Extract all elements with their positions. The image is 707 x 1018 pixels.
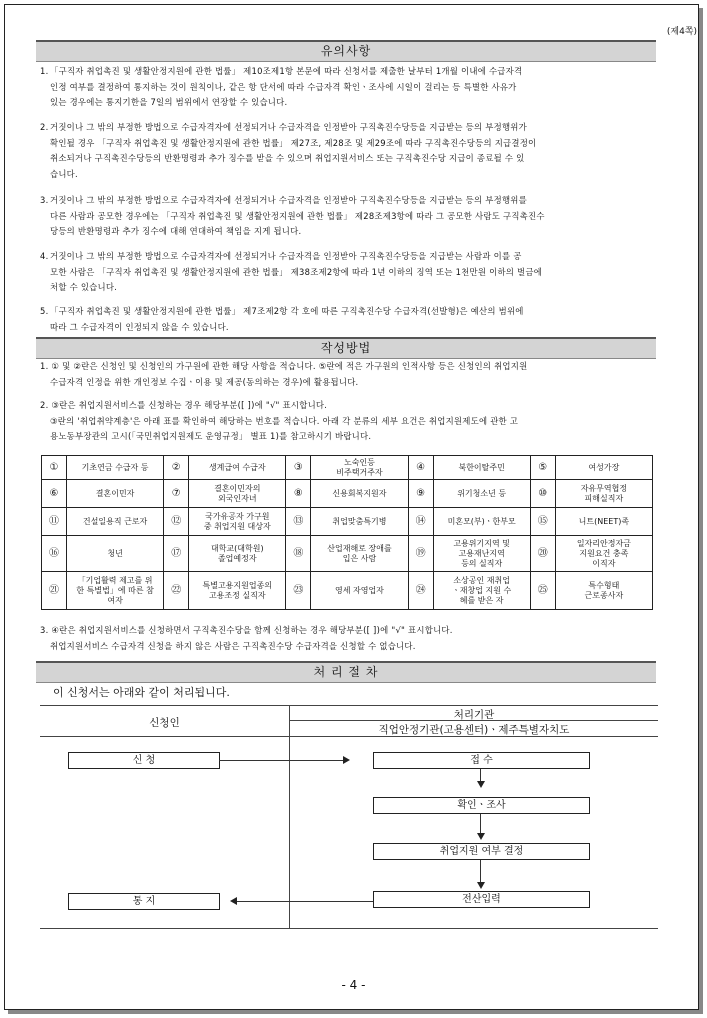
notes-heading: 유의사항 [36, 40, 656, 62]
table-cell: 고용위기지역 및 고용재난지역 등의 실직자 [433, 536, 530, 572]
table-cell: 미혼모(부)ㆍ한부모 [433, 508, 530, 536]
applicant-column-label: 신청인 [149, 717, 180, 729]
table-row [42, 536, 653, 572]
page-number: - 4 - [341, 978, 366, 992]
table-cell-num: ㉕ [530, 572, 555, 610]
note-item-4: 4. 거짓이나 그 밖의 부정한 방법으로 수급자격자에 선정되거나 수급자격을 인정받아 구직촉진수당등을 지급받는 사람과 이를 공 모한 사람은 「구직자 취업촉진 및 생활안정지원에 관한 법률」 제38조제2항에 따라 1년 이하의 징역 또는 1천만원 이하의 벌금에 처할 수 있습니다. [40, 251, 543, 292]
form-number: (제4쪽) [666, 27, 697, 37]
table-cell-num: ㉒ [164, 572, 189, 610]
arrow-line [219, 760, 343, 761]
table-cell-num: ② [164, 456, 189, 480]
table-cell: 기초연금 수급자 등 [67, 456, 164, 480]
table-cell: 결혼이민자 [67, 480, 164, 508]
table-row [42, 456, 653, 480]
table-cell-num: ③ [286, 456, 311, 480]
procedure-flow [40, 705, 658, 929]
table-cell-num: ⑩ [530, 480, 555, 508]
table-cell: 일자리안정자금 지원요건 충족 이직자 [555, 536, 652, 572]
table-cell-num: ⑳ [530, 536, 555, 572]
table-cell: 생계급여 수급자 [189, 456, 286, 480]
connector-line [480, 814, 481, 833]
note-item-3: 3. 거짓이나 그 밖의 부정한 방법으로 수급자격자에 선정되거나 수급자격을 인정받아 구직촉진수당등을 지급받는 등의 부정행위를 다른 사람과 공모한 경우에는 「구직자 취업촉진 및 생활안정지원에 관한 법률」 제28조제3항에 따라 그 공모한 사람도 구직촉진수 당등의 반환명령과 추가 징수에 대해 연대하여 책임을 지게 됩니다. [40, 195, 545, 236]
table-row [42, 572, 653, 610]
table-cell-num: ④ [408, 456, 433, 480]
table-cell: 북한이탈주민 [433, 456, 530, 480]
table-cell: 「기업활력 제고를 위 한 특별법」에 따른 참 여자 [67, 572, 164, 610]
note-item-2: 2. 거짓이나 그 밖의 부정한 방법으로 수급자격자에 선정되거나 수급자격을 인정받아 구직촉진수당등을 지급받는 등의 부정행위가 확인될 경우 「구직자 취업촉진 및 생활안정지원에 관한 법률」 제27조, 제28조 및 제29조에 따라 구직촉진수당등의 지급결정이 취소되거나 구직촉진수당등의 반환명령과 추가 징수를 받을 수 있으며 취업지원서비스 또는 구직촉진수당 지급이 종료될 수 있 습니다. [40, 122, 537, 179]
table-cell: 니트(NEET)족 [555, 508, 652, 536]
procedure-intro: 이 신청서는 아래와 같이 처리됩니다. [53, 686, 230, 699]
arrow-right-icon [343, 756, 350, 764]
vulnerable-group-table [41, 455, 653, 610]
arrow-down-icon [477, 833, 485, 840]
note-item-1: 1. 「구직자 취업촉진 및 생활안정지원에 관한 법률」 제10조제1항 본문에 따라 신청서를 제출한 날부터 1개월 이내에 수급자격 인정 여부를 결정하여 통지하는 것이 원칙이나, 같은 항 단서에 따라 수급자격 확인ㆍ조사에 시일이 걸리는 등 특별한 사유가 있는 경우에는 통지기한을 7일의 범위에서 연장할 수 있습니다. [40, 66, 523, 107]
table-cell: 특별고용지원업종의 고용조정 실직자 [189, 572, 286, 610]
table-row [42, 508, 653, 536]
table-cell-num: ⑬ [286, 508, 311, 536]
arrow-left-icon [230, 897, 237, 905]
table-cell: 결혼이민자의 외국인자녀 [189, 480, 286, 508]
step-receive: 접 수 [373, 752, 590, 769]
table-cell-num: ⑧ [286, 480, 311, 508]
table-cell-num: ⑫ [164, 508, 189, 536]
table-cell: 국가유공자 가구원 중 취업지원 대상자 [189, 508, 286, 536]
table-cell: 산업재해로 장애를 입은 사람 [311, 536, 408, 572]
table-row [42, 480, 653, 508]
table-cell-num: ㉔ [408, 572, 433, 610]
note-item-5: 5. 「구직자 취업촉진 및 생활안정지원에 관한 법률」 제7조제2항 각 호에 따른 구직촉진수당 수급자격(선발형)은 예산의 범위에 따라 그 수급자격이 인정되지 않을 수 있습니다. [40, 306, 524, 332]
table-cell-num: ⑦ [164, 480, 189, 508]
table-cell: 자유무역협정 피해실직자 [555, 480, 652, 508]
table-cell-num: ⑮ [530, 508, 555, 536]
method-item-2: 2. ③란은 취업지원서비스를 신청하는 경우 해당부분([ ])에 "√" 표시합니다. ③란의 '취업취약계층'은 아래 표를 확인하여 해당하는 번호를 적습니다. 아래 각 분류의 세부 요건은 취업지원제도에 관한 고 용노동부장관의 고시(「국민취업지원제도 운영규정」 별표 1)를 참고하시기 바랍니다. [40, 400, 519, 441]
apply-box: 신 청 [68, 752, 220, 769]
table-cell-num: ⑥ [42, 480, 67, 508]
agency-column-sublabel: 직업안정기관(고용센터)ㆍ제주특별자치도 [378, 724, 570, 736]
table-cell-num: ① [42, 456, 67, 480]
method-item-3: 3. ④란은 취업지원서비스를 신청하면서 구직촉진수당을 함께 신청하는 경우 해당부분([ ])에 "√" 표시합니다. 취업지원서비스 수급자격 신청을 하지 않은 사람은 구직촉진수당 수급자격을 신청할 수 없습니다. [40, 625, 453, 651]
table-cell: 취업맞춤특기병 [311, 508, 408, 536]
step-data-entry: 전산입력 [373, 891, 590, 908]
table-cell-num: ⑲ [408, 536, 433, 572]
table-cell-num: ⑪ [42, 508, 67, 536]
agency-column-label: 처리기관 [453, 709, 495, 721]
table-cell-num: ㉑ [42, 572, 67, 610]
table-cell-num: ㉓ [286, 572, 311, 610]
table-cell-num: ⑭ [408, 508, 433, 536]
arrow-down-icon [477, 781, 485, 788]
table-cell: 소상공인 재취업 ㆍ재창업 지원 수 혜를 받은 자 [433, 572, 530, 610]
table-cell-num: ⑰ [164, 536, 189, 572]
method-item-1: 1. ① 및 ②란은 신청인 및 신청인의 가구원에 관한 해당 사항을 적습니다. ⑤란에 적은 가구원의 인적사항 등은 신청인의 취업지원 수급자격 인정을 위한 개인정보 수집ㆍ이용 및 제공(동의하는 경우)에 활용됩니다. [40, 361, 528, 387]
table-cell: 특수형태 근로종사자 [555, 572, 652, 610]
column-divider [289, 706, 290, 928]
step-verify: 확인ㆍ조사 [373, 797, 590, 814]
notify-box: 통 지 [68, 893, 220, 910]
arrow-line [237, 901, 373, 902]
table-cell: 대학교(대학원) 졸업예정자 [189, 536, 286, 572]
table-cell: 건설일용직 근로자 [67, 508, 164, 536]
table-cell: 위기청소년 등 [433, 480, 530, 508]
table-cell-num: ⑱ [286, 536, 311, 572]
table-cell: 신용회복지원자 [311, 480, 408, 508]
table-cell-num: ⑨ [408, 480, 433, 508]
step-decision: 취업지원 여부 결정 [373, 843, 590, 860]
connector-line [480, 769, 481, 781]
table-cell: 여성가장 [555, 456, 652, 480]
procedure-heading: 처 리 절 차 [36, 661, 656, 683]
table-cell: 청년 [67, 536, 164, 572]
table-cell: 영세 자영업자 [311, 572, 408, 610]
connector-line [480, 860, 481, 882]
table-cell-num: ⑯ [42, 536, 67, 572]
table-cell-num: ⑤ [530, 456, 555, 480]
method-heading: 작성방법 [36, 337, 656, 359]
table-cell: 노숙인등 비주택거주자 [311, 456, 408, 480]
arrow-down-icon [477, 882, 485, 889]
